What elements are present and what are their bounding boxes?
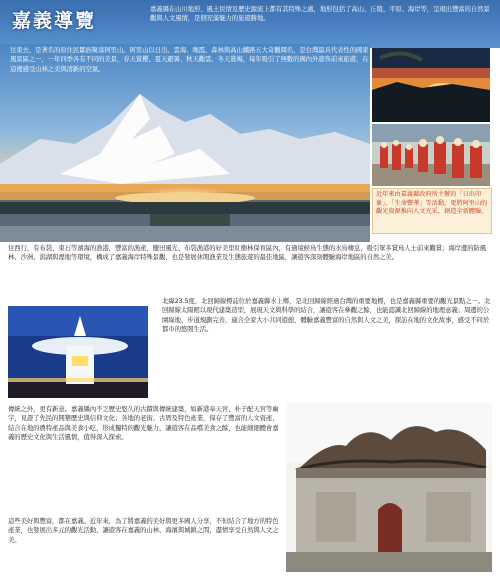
heritage-paragraph: 傳統之外，更有新意。嘉義縣內不乏歷史悠久的古蹟與傳統建築，如新港奉天宮、朴子配天宮等廟宇，見證了先民的開墾歷史與信仰文化；各地的老街、古厝及特色產業，保存了豐富的人文資產，結合在地的農特產品與美食小吃，形成獨特的觀光魅力，讓遊客在品嚐美食之餘，也能細細體會嘉義的歷史文化與生活風情，值得深入探索。 <box>8 405 279 442</box>
lake-photo-icon <box>0 192 370 242</box>
intro-text: 嘉義縣在山川地形、風土民情及歷史源流上都有其特殊之處，地形包括了高山、丘陵、平原、海岸等，呈現出豐富的自然景觀與人文風情，是個充滿魅力的旅遊勝地。 <box>150 5 490 23</box>
temple-photo-icon <box>286 402 492 572</box>
parade-photo-icon <box>372 124 490 186</box>
observatory-photo-icon <box>8 306 148 398</box>
page-title: 嘉義導覽 <box>12 10 97 32</box>
sunset-photo-icon <box>372 48 490 122</box>
tropic-paragraph: 北緯23.5度，北回歸線標誌位於嘉義縣水上鄉，是北回歸線經過台灣的重要地標，也是嘉義縣重要的觀光景點之一。北回歸線太陽館以現代建築造型，展現天文與科學的結合，讓遊客在參觀之餘，也能認識北回歸線的地理意義；周邊的公園綠地、步道規劃完善，適合全家大小共同遊憩，體驗嘉義豐富的自然與人文之美，探訪在地的文化故事，感受不同於都市的悠閒生活。 <box>162 297 491 334</box>
coast-paragraph: 往西行，有布袋、東石等濱海的漁港，豐富的漁產、鹽田風光、布袋漁港的好美里紅樹林保育區內，有過境候鳥生態的水鳥棲息，吸引眾多賞鳥人士前來觀賞；海岸邊的防風林、沙洲、潟湖與溼地等環境，構成了嘉義海岸特殊景觀，也是發展休閒漁業及生態旅遊的最佳地區，讓遊客深刻體驗海岸地區的自然之美。 <box>8 244 487 262</box>
caption-text: 近年來由嘉義縣政府所主辦的「日出印象」、「生命豐華」等活動，更將阿里山的觀光資源推向人文光采，創造全新體驗。 <box>376 191 488 216</box>
closing-paragraph: 這些美好與豐富，都在嘉義。近年來，為了將嘉義的美好與更多國人分享，不但結合了地方的特色產業，也發展出多元的觀光活動，讓遊客在嘉義的山林、海濱與城鎮之間，盡情享受自然與人文之美。 <box>8 517 279 544</box>
mountain-description: 往東去，是著名的原住民鄒族聚落阿里山。阿里山以日出、雲海、晚霞、森林與高山鐵路五大奇觀聞名，是台灣最具代表性的國家風景區之一，一年四季各有不同的美景，春天賞櫻、夏天避暑、秋天觀雲、冬天賞梅，每年吸引了無數的國內外遊客前來旅遊，在這裡感受山林之美與清新的空氣。 <box>10 46 369 73</box>
